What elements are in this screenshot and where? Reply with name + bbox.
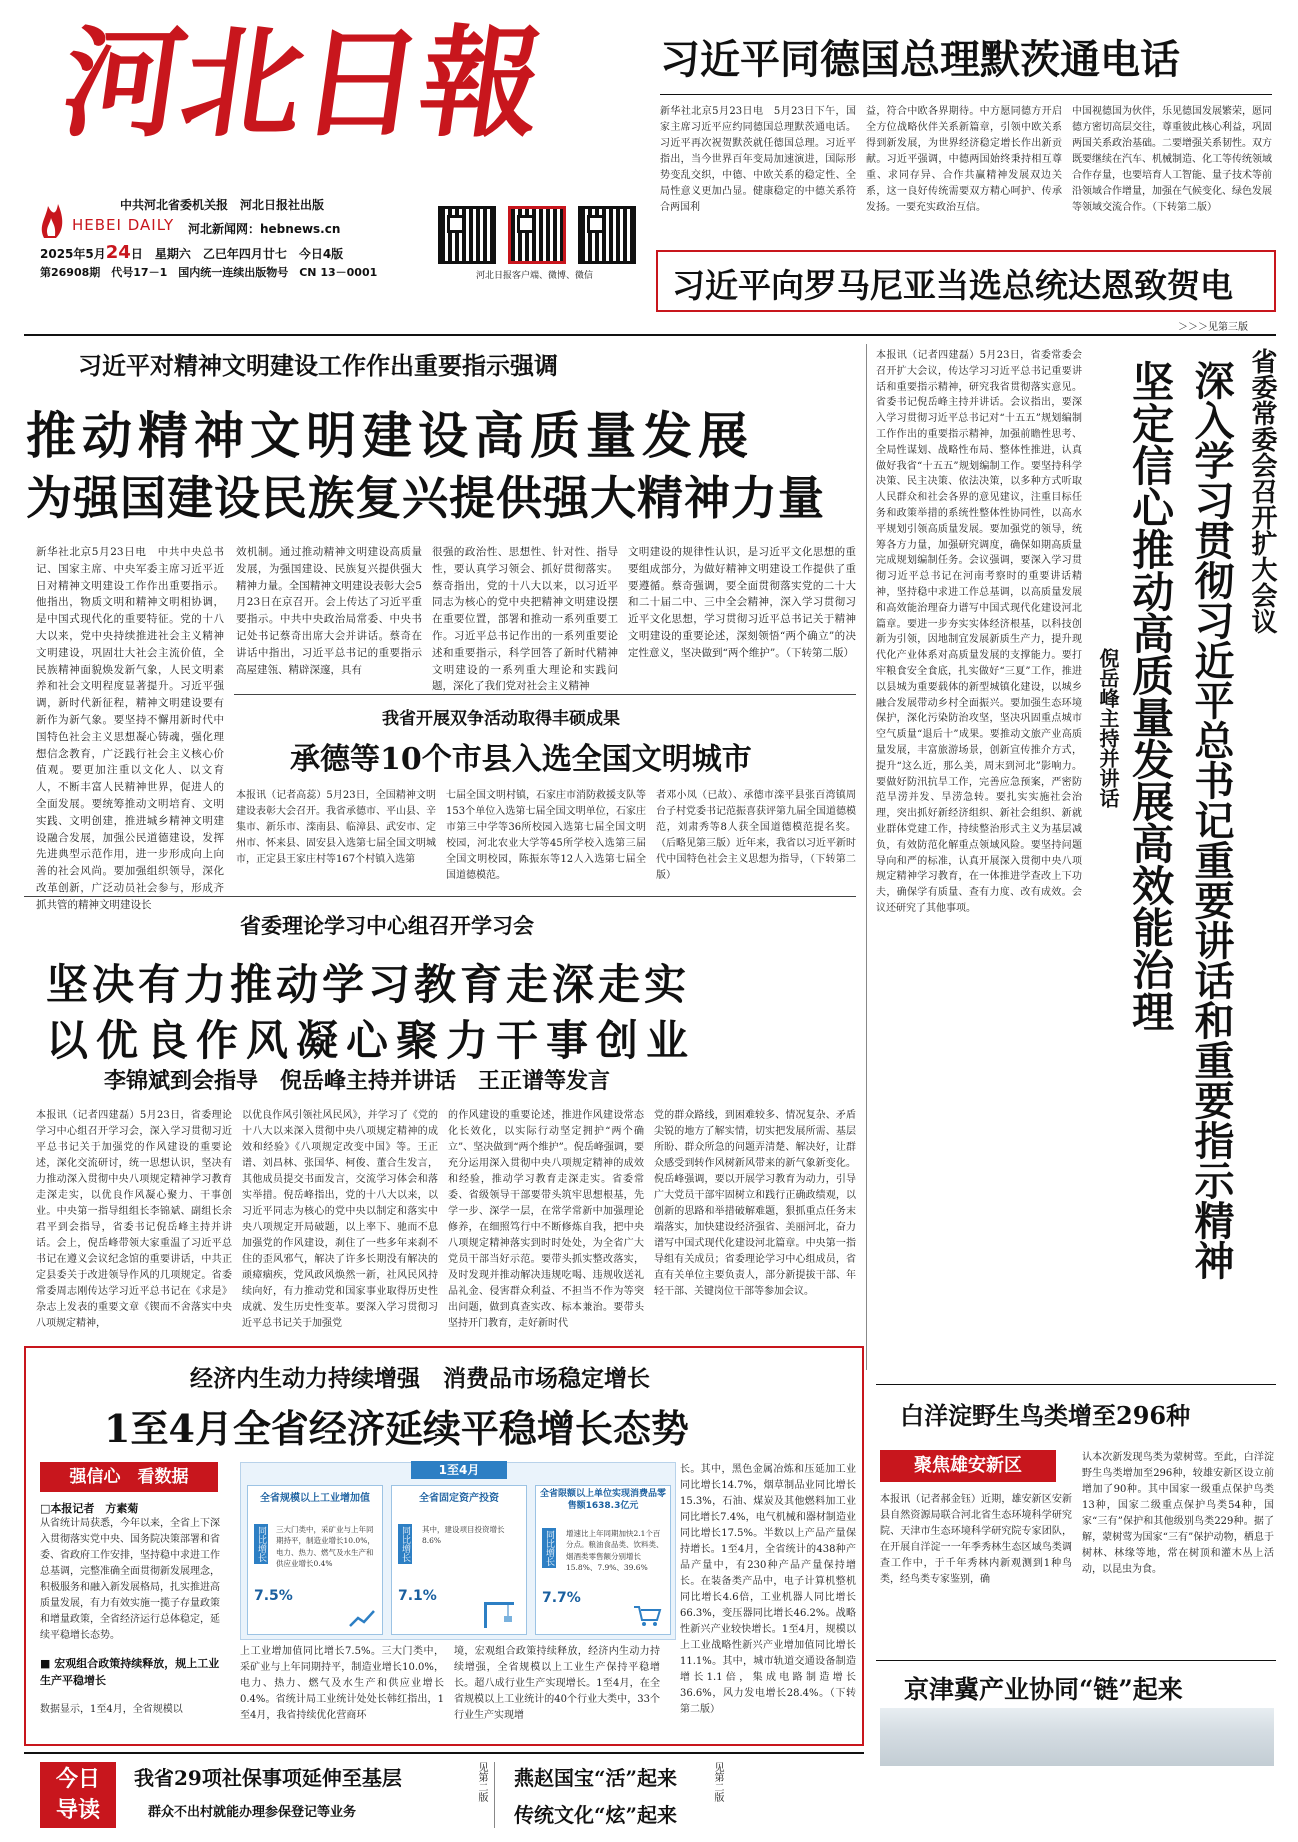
study-kicker: 省委理论学习中心组召开学习会: [240, 913, 534, 938]
lead-col: 文明建设的规律性认识，是习近平文化思想的重要组成部分，为做好精神文明建设工作提供了重要遵循。蔡奇强调，要全面贯彻落实党的二十大和二十届二中、三中全会精神，深入学习贯彻习近平文化思想，学习贯彻习近平总书记关于精神文明建设的重要论述，深刻领悟“两个确立”的决定性意义，坚决做到“两个维护”。（下转第二版）: [628, 546, 856, 659]
trend-up-icon: [348, 1608, 376, 1628]
qr-code[interactable]: [438, 206, 496, 264]
qr-code[interactable]: [508, 206, 566, 264]
wenming-title: 承德等10个市县入选全国文明城市: [290, 742, 752, 777]
top-story-col: 益，符合中欧各界期待。中方愿同德方开启全方位战略伙伴关系新篇章，引领中欧关系得到新发展，为世界经济稳定增长作出新贡献。习近平强调，中德两国始终秉持相互尊重、求同存异、合作共赢精神发展双边关系，这一良好传统需要双方精心呵护、传承发扬。一要充实政治互信。: [866, 106, 1062, 213]
divider: [24, 1752, 864, 1754]
study-subtitle: 李锦斌到会指导 倪岳峰主持并讲话 王正谱等发言: [104, 1068, 611, 1094]
economy-byline: □本报记者 方素菊: [40, 1502, 139, 1515]
study-col: 本报讯（记者四建磊）5月23日，省委理论学习中心组召开学习会，深入学习贯彻习近平总书记关于加强党的作风建设的重要论述，深化交流研讨，统一思想认识，坚决有力推动深入贯彻中央八项规定精神学习教育走深走实，以优良作风凝心聚力、干事创业。中央第一指导组组长李锦斌、副组长余君平到会指导，省委书记倪岳峰主持并讲话。会上，倪岳峰带领大家重温了习近平总书记在遵义会议纪念馆的重要讲话，中共正定县委关于改进领导作风的几项规定。省委常委周志刚传达学习近平总书记在《求是》杂志上发表的重要文章《锲而不舍落实中央八项规定精神，: [36, 1110, 232, 1329]
lead-title-2: 为强国建设民族复兴提供强大精神力量: [26, 471, 825, 525]
wenming-col: 七届全国文明村镇，石家庄市消防救援支队等153个单位入选第七届全国文明单位，石家庄市第三中学等36所校园入选第七届全国文明校园，河北农业大学等45所学校入选第三届全国文明校园，陈振东等12人入选第七届全国道德模范。: [446, 790, 646, 881]
infographic-panel: [391, 1485, 527, 1635]
guide-item-2[interactable]: [514, 1762, 694, 1828]
section-divider: [24, 334, 1276, 336]
date-day: 24: [105, 242, 131, 263]
panel-value: 7.5%: [254, 1588, 293, 1604]
panel-label: 同比增长: [400, 1526, 410, 1562]
panel-value: 7.7%: [542, 1590, 581, 1606]
masthead-char: 河: [54, 13, 188, 154]
panel-label: 同比增长: [256, 1526, 266, 1562]
top-story-col: 中国视德国为伙伴，乐见德国发展繁荣，愿同德方密切高层交往，尊重彼此核心利益，巩固两国关系政治基础。二要增强关系韧性。双方既要继续在汽车、机械制造、化工等传统领域合作存量，也要培育人工智能、量子技术等前沿领域合作增量，加强在气候变化、绿色发展等领域交流合作。（下转第二版）: [1072, 106, 1272, 213]
study-col: 以优良作风引领社风民风》，并学习了《党的十八大以来深入贯彻中央八项规定精神的成效和经验》《八项规定改变中国》等。王正谱、刘昌林、张国华、柯俊、董合生发言，其他成员提交书面发言，交流学习体会和落实举措。倪岳峰指出，党的十八大以来，以习近平同志为核心的党中央以制定和落实中央八项规定开局破题，以上率下、驰而不息加强党的作风建设，刹住了一些多年来刹不住的歪风邪气，解决了许多长期没有解决的顽瘴痼疾，党风政风焕然一新，社风民风持续向好，有力推动党和国家事业取得历史性成就、发生历史性变革。要深入学习贯彻习近平总书记关于加强党: [242, 1110, 438, 1329]
panel-note: 三大门类中，采矿业与上年同期持平，制造业增长10.0%，电力、热力、燃气及水生产和供应业增长0.4%: [276, 1525, 375, 1568]
guide-tag: [40, 1762, 116, 1828]
date-prefix: 2025年5月: [40, 247, 106, 261]
column-divider: [866, 344, 867, 1370]
economy-col: 数据显示，1至4月，全省规模以: [40, 1704, 183, 1715]
panel-value: 7.1%: [398, 1588, 437, 1604]
guide-item-title: 我省29项社保事项延伸至基层: [134, 1766, 402, 1790]
panel-title: 全省限额以上单位实现消费品零售额1638.3亿元: [539, 1489, 666, 1511]
lab-photo: [880, 1708, 1274, 1766]
masthead-small-logo: [36, 196, 66, 240]
economy-kicker: 经济内生动力持续增强 消费品市场稳定增长: [190, 1365, 650, 1392]
lead-kicker: 习近平对精神文明建设工作作出重要指示强调: [78, 351, 558, 380]
masthead-char: 報: [411, 13, 546, 154]
bird-tag: 聚焦雄安新区: [880, 1450, 1056, 1482]
panel-label: 同比增长: [544, 1530, 554, 1566]
top-story-col: 新华社北京5月23日电 5月23日下午，国家主席习近平应约同德国总理默茨通电话。习近平再次祝贺默茨就任德国总理。习近平指出，当今世界百年变局加速演进，国际形势变乱交织，中德、中欧关系的稳定性、全局性意义更加凸显。健康稳定的中德关系符合两国利: [660, 106, 856, 213]
right-col-title-2: 坚定信心推动高质量发展高效能治理: [1126, 360, 1176, 1032]
guide-see-page[interactable]: 见第二版: [712, 1762, 723, 1802]
economy-col: 长。其中，黑色金属冶炼和压延加工业同比增长14.7%，烟草制品业同比增长15.3%，石油、煤炭及其他燃料加工业同比增长7.4%，电气机械和器材制造业同比增长17.5%。半数以上产品产量保持增长。1至4月，全省统计的438种产品产量中，有230种产品产量保持增长。在装备类产品中，电子计算机整机同比增长4.6倍，工业机器人同比增长66.3%，变压器同比增长46.2%。战略性新兴产业较快增长。1至4月，规模以上工业战略性新兴产业增加值同比增长11.1%。其中，城市轨道交通设备制造增长1.1倍，集成电路制造增长36.6%，风力发电增长28.4%。（下转第二版）: [680, 1464, 856, 1715]
masthead-char: 北: [173, 13, 308, 154]
guide-item-sub: 群众不出村就能办理参保登记等业务: [148, 1805, 357, 1820]
sponsor-line: 中共河北省委机关报 河北日报社出版: [120, 198, 325, 212]
right-col-byline: 倪岳峰主持并讲话: [1096, 648, 1120, 808]
panel-title: 全省固定资产投资: [419, 1493, 499, 1504]
trend-up-icon: [348, 1608, 376, 1628]
panel-title: 全省规模以上工业增加值: [260, 1493, 370, 1504]
date-line: [40, 242, 343, 263]
guide-item-title: 燕赵国宝“活”起来: [514, 1766, 678, 1790]
see-page-link[interactable]: ＞＞＞见第三版: [1178, 322, 1248, 333]
shopping-cart-icon: [632, 1604, 662, 1628]
right-col-text: 本报讯（记者四建磊）5月23日，省委常委会召开扩大会议，传达学习习近平总书记重要讲话和重要指示精神，研究我省贯彻落实意见。省委书记倪岳峰主持并讲话。会议指出，要深入学习贯彻习近平总书记对“十五五”规划编制工作作出的重要指示精神，加强前瞻性思考、全局性谋划、战略性布局、整体性推进，认真做好我省“十五五”规划编制工作。要坚持科学决策、民主决策、依法决策，以多种方式听取人民群众和社会各界的意见建议，注重目标任务和政策举措的系统性整体性协同性，以高水平规划引领高质量发展。要加强党的领导，统筹各方力量，加强研究调度，确保如期高质量完成规划编制任务。会议强调，要深入学习贯彻习近平总书记在河南考察时的重要讲话精神，坚持稳中求进工作总基调，以高质量发展和高效能治理奋力谱写中国式现代化建设河北篇章。要进一步夯实实体经济根基，以科技创新为引领，因地制宜发展新质生产力，提升现代化产业体系对高质量发展的支撑能力。要打牢粮食安全食底，扎实做好“三夏”工作，推进以县城为重要载体的新型城镇化建设，以城乡融合发展带动乡村全面振兴。要加强生态环境保护，深化污染防治攻坚，坚决巩固重点城市空气质量“退后十”成果。要推动文旅产业高质量发展，丰富旅游场景，创新宣传推介方式，提升“这么近，那么美，周末到河北”影响力。要做好防汛抗旱工作，完善应急预案，严密防范旱涝并发、旱涝急转。要扎实实施社会治理，突出抓好新经济组织、新社会组织、新就业群体党建工作，持续整治形式主义为基层减负，有效防范化解重点领域风险。要坚持问题导向和严的标准，认真开展深入贯彻中央八项规定精神学习教育，在一体推进学查改上下功夫，确保学有质量、查有力度、改有成效。会议还研究了其他事项。: [876, 350, 1082, 914]
wenming-col: 者邓小凤（已故）、承德市滦平县张百湾镇周台子村党委书记范振喜获评第九届全国道德模范，刘肃秀等8人获全国道德模范提名奖。（后略见第三版）近年来，我省以习近平新时代中国特色社会主义思想为指导，（下转第二版）: [656, 790, 856, 881]
divider: [876, 1384, 1276, 1385]
infographic-year: 1至4月: [411, 1461, 507, 1479]
bird-col: 认本次新发现鸟类为蒙树莺。至此，白洋淀野生鸟类增加至296种，较雄安新区设立前增加了90种。其中国家一级重点保护鸟类13种，国家二级重点保护鸟类54种，国家“三有”保护和其他级别鸟类229种。据了解，蒙树莺为国家“三有”保护动物，栖息于树林、林缘等地，常在树顶和灌木丛上活动，以昆虫为食。: [1082, 1452, 1274, 1575]
issue-line: 第26908期 代号17－1 国内统一连续出版物号 CN 13－0001: [40, 266, 378, 279]
infographic-panel: [247, 1485, 383, 1635]
divider: [660, 94, 1272, 95]
lead-title-1: 推动精神文明建设高质量发展: [26, 407, 754, 465]
crane-icon: [478, 1598, 518, 1628]
lead-col: 新华社北京5月23日电 中共中央总书记、国家主席、中央军委主席习近平近日对精神文明建设工作作出重要指示。他指出，物质文明和精神文明相协调，是中国式现代化的重要特征。党的十八大以来，党中央持续推进社会主义精神文明建设，巩固壮大社会主流价值，全民族精神面貌焕发新气象，人民文明素养和社会文明程度显著提升。习近平强调，新时代新征程，精神文明建设要有新作为新气象。要坚持不懈用新时代中国特色社会主义思想凝心铸魂，强化理想信念教育，广泛践行社会主义核心价值观。要更加注重以文化人、以文育人，不断丰富人民精神世界，促进人的全面发展。要统筹推动文明培育、文明实践、文明创建，推进城乡精神文明建设融合发展，加强公民道德建设，发挥先进典型示范作用，进一步形成向上向善的社会风尚。要加强组织领导，深化改革创新，广泛动员社会参与，形成齐抓共管的精神文明建设长: [36, 546, 224, 911]
economy-col: 境，宏观组合政策持续释放，经济内生动力持续增强，全省规模以上工业生产保持平稳增长。超八成行业生产实现增长。1至4月，在全省规模以上工业统计的40个行业大类中，33个行业生产实现增: [454, 1646, 660, 1721]
top-headline: 习近平同德国总理默茨通电话: [660, 37, 1180, 83]
divider: [876, 1660, 1276, 1661]
economy-title: 1至4月全省经济延续平稳增长态势: [104, 1406, 689, 1451]
right-col-title-1: 深入学习贯彻习近平总书记重要讲话和重要指示精神: [1188, 360, 1234, 1280]
study-title-2: 以优良作风凝心聚力干事创业: [46, 1016, 697, 1065]
guide-item-title: 传统文化“炫”起来: [514, 1803, 678, 1827]
date-suffix: 日 星期六 乙巳年四月廿七 今日4版: [130, 247, 344, 261]
study-col: 的作风建设的重要论述，推进作风建设常态化长效化，以实际行动坚定拥护“两个确立”、坚决做到“两个维护”。倪岳峰强调，要充分运用深入贯彻中央八项规定精神的成效和经验，推动学习教育走深走实。省委常委、省级领导干部要带头筑牢思想根基，先学一步、深学一层，在常学常新中加强理论修养，在细照笃行中不断修炼自我，把中央八项规定精神落实到时时处处，为全省广大党员干部当好示范。要带头抓实整改落实，及时发现并推动解决违规吃喝、违规收送礼品礼金、侵害群众利益、不担当不作为等突出问题，做到真查实改、标本兼治。要带头坚持开门教育，走好新时代: [448, 1110, 644, 1329]
crane-icon: [478, 1598, 518, 1628]
guide-item-1[interactable]: [134, 1762, 494, 1828]
wenming-col: 本报讯（记者高蕊）5月23日，全国精神文明建设表彰大会召开。我省承德市、平山县、辛集市、新乐市、滦南县、临漳县、武安市、定州市、怀来县、固安县入选第七届全国文明城市，正定县王家庄村等167个村镇入选第: [236, 790, 436, 865]
panel-note: 增速比上年同期加快2.1个百分点。粮油食品类、饮料类、烟酒类零售额分别增长15.8%、7.9%、39.6%: [566, 1529, 664, 1572]
study-col: 党的群众路线，到困难较多、情况复杂、矛盾尖锐的地方了解实情，切实把发展所需、基层所盼、群众所急的问题弄清楚、解决好，让群众感受到转作风树新风带来的新气象新变化。倪岳峰强调，要以开展学习教育为动力，引导广大党员干部牢固树立和践行正确政绩观，以创新的思路和举措破解难题，狠抓重点任务末端落实，加快建设经济强省、美丽河北，奋力谱写中国式现代化建设河北篇章。中央第一指导组有关成员；省委理论学习中心组成员，省直有关单位主要负责人，部分新提拔干部、年轻干部、关键岗位干部等参加会议。: [654, 1110, 856, 1297]
infographic-panel: [535, 1485, 671, 1635]
masthead-char: 日: [292, 13, 427, 154]
guide-see-page[interactable]: 见第二版: [476, 1762, 487, 1802]
website-link[interactable]: 河北新闻网：hebnews.cn: [188, 222, 341, 236]
second-top-headline: 习近平向罗马尼亚当选总统达恩致贺电: [672, 266, 1233, 305]
right-col-kicker: 省委常委会召开扩大会议: [1247, 348, 1277, 634]
economy-infographic: [240, 1462, 676, 1640]
guide-tag-line: 今日: [55, 1767, 100, 1792]
qr-code[interactable]: [578, 206, 636, 264]
english-title: HEBEI DAILY: [72, 216, 175, 234]
divider: [24, 896, 856, 897]
study-title-1: 坚决有力推动学习教育走深走实: [46, 960, 691, 1009]
masthead-logo: [54, 13, 624, 174]
economy-intro: 从省统计局获悉，今年以来，全省上下深入贯彻落实党中央、国务院决策部署和省委、省政府工作安排，坚持稳中求进工作总基调，完整准确全面贯彻新发展理念，积极服务和融入新发展格局，扎实推进高质量发展，有力有效实施一揽子存量政策和增量政策，全省经济运行总体稳定，延续平稳增长态势。: [40, 1518, 220, 1641]
qr-caption: 河北日报客户端、微博、微信: [476, 271, 594, 281]
wenming-kicker: 我省开展双争活动取得丰硕成果: [382, 709, 620, 729]
shopping-cart-icon: [632, 1604, 662, 1628]
economy-col: 上工业增加值同比增长7.5%。三大门类中，采矿业与上年同期持平，制造业增长10.0%，电力、热力、燃气及水生产和供应业增长0.4%。省统计局工业统计处处长韩红指出，1至4月，我省持续优化营商环: [240, 1646, 444, 1721]
jjj-title: 京津冀产业协同“链”起来: [904, 1675, 1183, 1704]
lead-col: 效机制。通过推动精神文明建设高质量发展，为强国建设、民族复兴提供强大精神力量。全国精神文明建设表彰大会5月23日在京召开。会上传达了习近平重要指示。中共中央政治局常委、中央书记处书记蔡奇出席大会并讲话。蔡奇在讲话中指出，习近平总书记的重要指示高屋建瓴、精辟深邃，具有: [236, 546, 422, 676]
economy-subhead: ■ 宏观组合政策持续释放，规上工业生产平稳增长: [40, 1657, 220, 1687]
panel-note: 其中，建设项目投资增长8.6%: [422, 1525, 505, 1546]
guide-tag-line: 导读: [55, 1798, 100, 1823]
bird-col: 本报讯（记者郝金钰）近期，雄安新区安新县自然资源局联合河北省生态环境科学研究院、天津市生态环境科学研究院专家团队，在开展自洋淀一一年季秀林生态区域鸟类调查工作中，于千年秀林内新观测到1种鸟类，经鸟类专家鉴别，确: [880, 1494, 1072, 1585]
divider: [494, 1762, 495, 1828]
economy-tag: 强信心 看数据: [40, 1462, 218, 1492]
lead-col: 很强的政治性、思想性、针对性、指导性，要认真学习领会、抓好贯彻落实。蔡奇指出，党的十八大以来，以习近平同志为核心的党中央把精神文明建设摆在重要位置，部署和推动一系列重要工作。习近平总书记作出的一系列重要论述和重要指示，科学回答了新时代精神文明建设的一系列重大理论和实践问题，深化了我们党对社会主义精神: [432, 546, 618, 693]
flame-logo-icon: [36, 196, 66, 240]
bird-title: 白洋淀野生鸟类增至296种: [900, 1401, 1191, 1430]
divider: [234, 694, 856, 695]
